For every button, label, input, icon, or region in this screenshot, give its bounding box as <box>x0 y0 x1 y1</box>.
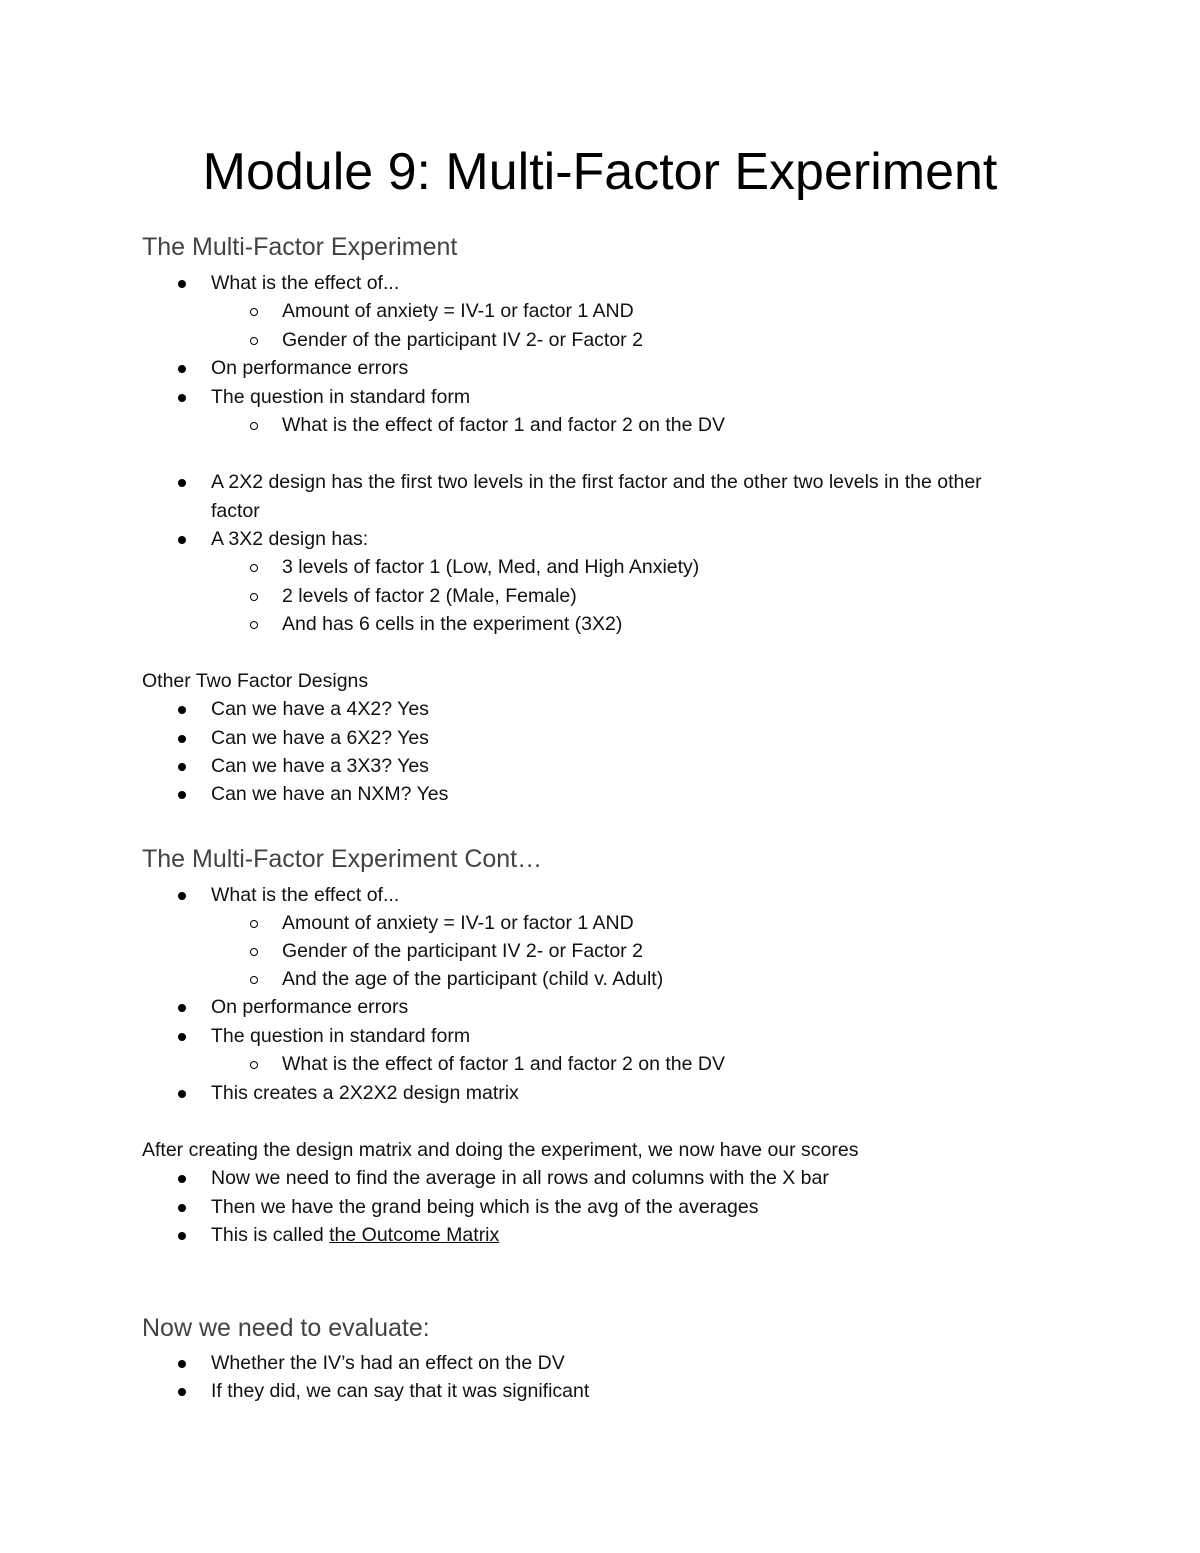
list-item-text: 3 levels of factor 1 (Low, Med, and High Anxiety) <box>282 556 700 578</box>
hollow-bullet-icon <box>250 920 258 928</box>
bullet-icon <box>178 791 186 799</box>
list-item <box>282 1050 1042 1079</box>
list-item-text: Gender of the participant IV 2- or Factor 2 <box>282 940 643 962</box>
bullet-icon <box>178 1388 186 1396</box>
list-item <box>211 383 1031 412</box>
section-heading-multi-factor: The Multi-Factor Experiment <box>142 233 458 261</box>
list-item <box>211 724 1031 753</box>
list-item <box>211 525 1031 554</box>
bullet-icon <box>178 1004 186 1012</box>
list-item-text-prefix: This is called <box>211 1224 330 1246</box>
list-item <box>211 1022 1031 1051</box>
list-item-text: Gender of the participant IV 2- or Factor 2 <box>282 329 643 351</box>
bullet-icon <box>178 763 186 771</box>
list-item <box>282 297 1042 326</box>
list-item-text: Then we have the grand being which is the avg of the averages <box>211 1196 759 1218</box>
list-item-text: And has 6 cells in the experiment (3X2) <box>282 613 623 635</box>
hollow-bullet-icon <box>250 976 258 984</box>
bullet-icon <box>178 365 186 373</box>
bullet-icon <box>178 1033 186 1041</box>
list-item-text: Whether the IV’s had an effect on the DV <box>211 1352 565 1374</box>
section-heading-multi-factor-cont: The Multi-Factor Experiment Cont… <box>142 845 543 873</box>
hollow-bullet-icon <box>250 422 258 430</box>
list-item-text: Amount of anxiety = IV-1 or factor 1 AND <box>282 300 634 322</box>
list-item <box>211 780 1031 809</box>
list-item <box>282 909 1042 938</box>
bullet-icon <box>178 1232 186 1240</box>
list-item-text: If they did, we can say that it was significant <box>211 1380 590 1402</box>
list-item-text: The question in standard form <box>211 386 471 408</box>
outcome-matrix-link[interactable]: the Outcome Matrix <box>329 1224 500 1246</box>
bullet-icon <box>178 1360 186 1368</box>
list-item <box>282 937 1042 966</box>
list-item <box>282 582 1042 611</box>
list-item <box>282 411 1042 440</box>
list-item <box>211 354 1031 383</box>
list-item-text: Amount of anxiety = IV-1 or factor 1 AND <box>282 912 634 934</box>
bullet-icon <box>178 394 186 402</box>
hollow-bullet-icon <box>250 1061 258 1069</box>
list-item-text: Can we have a 6X2? Yes <box>211 727 429 749</box>
bullet-icon <box>178 479 186 487</box>
list-item <box>211 1377 1031 1406</box>
list-item-text: What is the effect of factor 1 and factor 2 on the DV <box>282 414 725 436</box>
section-heading-evaluate: Now we need to evaluate: <box>142 1314 430 1342</box>
list-item-text: Now we need to find the average in all rows and columns with the X bar <box>211 1167 829 1189</box>
list-item <box>282 610 1042 639</box>
list-item-text: And the age of the participant (child v. Adult) <box>282 968 664 990</box>
list-item-text: What is the effect of factor 1 and factor 2 on the DV <box>282 1053 725 1075</box>
list-item-text: The question in standard form <box>211 1025 471 1047</box>
hollow-bullet-icon <box>250 593 258 601</box>
list-item <box>211 881 1031 910</box>
list-item-text: On performance errors <box>211 357 409 379</box>
list-item <box>211 695 1031 724</box>
list-item <box>211 468 1021 525</box>
list-item-text: What is the effect of... <box>211 884 400 906</box>
hollow-bullet-icon <box>250 564 258 572</box>
list-item-text: A 3X2 design has: <box>211 528 369 550</box>
page-title: Module 9: Multi-Factor Experiment <box>202 143 998 201</box>
list-item <box>211 1349 1031 1378</box>
hollow-bullet-icon <box>250 948 258 956</box>
list-item-text: What is the effect of... <box>211 272 400 294</box>
list-item <box>211 993 1031 1022</box>
list-item-text: Can we have a 3X3? Yes <box>211 755 429 777</box>
list-item <box>211 1164 1031 1193</box>
hollow-bullet-icon <box>250 621 258 629</box>
bullet-icon <box>178 280 186 288</box>
paragraph-other-designs: Other Two Factor Designs <box>142 670 369 692</box>
bullet-icon <box>178 892 186 900</box>
list-item <box>211 1221 1031 1250</box>
paragraph-after-creating: After creating the design matrix and doing the experiment, we now have our scores <box>142 1139 859 1161</box>
list-item-text: Can we have an NXM? Yes <box>211 783 449 805</box>
bullet-icon <box>178 536 186 544</box>
bullet-icon <box>178 1204 186 1212</box>
list-item-text: 2 levels of factor 2 (Male, Female) <box>282 585 577 607</box>
list-item-text: Can we have a 4X2? Yes <box>211 698 429 720</box>
list-item <box>282 326 1042 355</box>
list-item-text: This creates a 2X2X2 design matrix <box>211 1082 519 1104</box>
list-item <box>211 1079 1031 1108</box>
bullet-icon <box>178 706 186 714</box>
list-item <box>282 553 1042 582</box>
list-item-text: On performance errors <box>211 996 409 1018</box>
list-item-text: A 2X2 design has the first two levels in the first factor and the other two levels in the other factor <box>211 471 982 522</box>
list-item <box>282 965 1042 994</box>
bullet-icon <box>178 1175 186 1183</box>
list-item <box>211 752 1031 781</box>
list-item <box>211 269 1031 298</box>
bullet-icon <box>178 735 186 743</box>
list-item <box>211 1193 1031 1222</box>
bullet-icon <box>178 1090 186 1098</box>
hollow-bullet-icon <box>250 337 258 345</box>
hollow-bullet-icon <box>250 308 258 316</box>
